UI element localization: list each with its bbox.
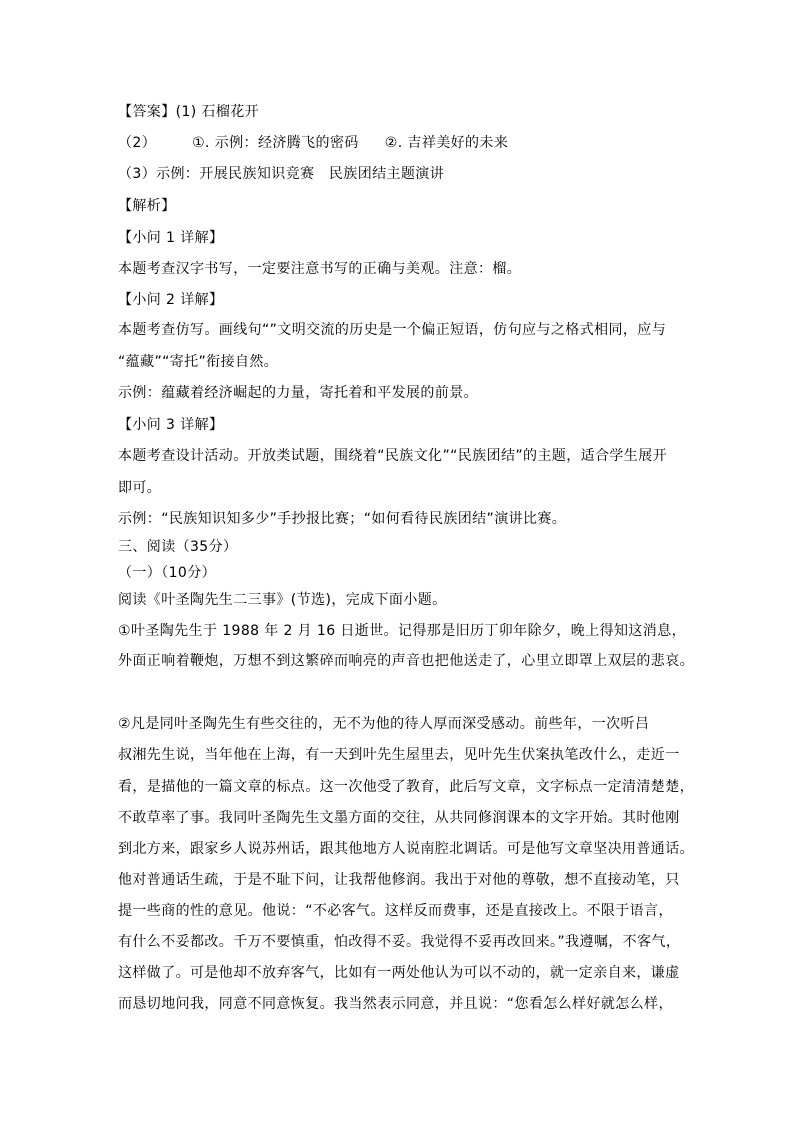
answer-line-3: （3）示例：开展民族知识竞赛 民族团结主题演讲 (118, 166, 445, 182)
q2-text-1: 本题考查仿写。画线句“”文明交流的历史是一个偏正短语，仿句应与之格式相同，应与 (118, 322, 667, 338)
q1-heading: 【小问 1 详解】 (118, 230, 224, 246)
analysis-heading: 【解析】 (118, 198, 176, 214)
q3-text-1: 本题考查设计活动。开放类试题，围绕着“民族文化”“民族团结”的主题，适合学生展开 (118, 448, 668, 464)
answer-2-item-1: ①. 示例：经济腾飞的密码 (192, 135, 359, 151)
paragraph-2-line: 提一些商的性的意见。他说：“不必客气。这样反而费事，还是直接改上。不限于语言， (118, 903, 673, 919)
answer-2-item-2: ②. 吉祥美好的未来 (384, 135, 509, 151)
q3-example: 示例：“民族知识知多少”手抄报比赛；“如何看待民族团结”演讲比赛。 (118, 511, 567, 527)
paragraph-2-line: 而恳切地问我，同意不同意恢复。我当然表示同意，并且说：“您看怎么样好就怎么样， (118, 996, 673, 1012)
paragraph-2-line: 看，是描他的一篇文章的标点。这一次他受了教育，此后写文章，文字标点一定清清楚楚， (118, 779, 694, 795)
paragraph-2-line: 到北方来，跟家乡人说苏州话，跟其他地方人说南腔北调话。可是他写文章坚决用普通话。 (118, 841, 694, 857)
paragraph-2-line: 他对普通话生疏，于是不耻下问，让我帮他修润。我出于对他的尊敬，想不直接动笔，只 (118, 872, 680, 888)
q2-heading: 【小问 2 详解】 (118, 292, 224, 308)
paragraph-1-line: ①叶圣陶先生于 1988 年 2 月 16 日逝世。记得那是旧历丁卯年除夕，晚上得知这消息， (118, 623, 687, 639)
q3-text-2: 即可。 (118, 480, 162, 496)
q2-example: 示例：蕴藏着经济崛起的力量，寄托着和平发展的前景。 (118, 385, 478, 401)
paragraph-2-line: ②凡是同叶圣陶先生有些交往的，无不为他的待人厚而深受感动。前些年，一次听吕 (118, 716, 650, 732)
q3-heading: 【小问 3 详解】 (118, 417, 224, 433)
answer-line-1: 【答案】(1) 石榴花开 (118, 104, 260, 120)
answer-line-2 (118, 135, 508, 151)
q2-text-2: “蕴藏”“寄托”衔接自然。 (118, 354, 279, 370)
paragraph-2-line: 这样做了。可是他却不放弃客气，比如有一两处他认为可以不动的，就一定亲自来，谦虚 (118, 965, 680, 981)
answer-2-label: （2） (118, 135, 157, 151)
paragraph-2-line: 不敢草率了事。我同叶圣陶先生文墨方面的交往，从共同修润课本的文字开始。其时他刚 (118, 810, 680, 826)
q1-text: 本题考查汉字书写，一定要注意书写的正确与美观。注意：榴。 (118, 261, 522, 277)
section-title: 三、阅读（35分） (118, 539, 238, 555)
paragraph-2-line: 叔湘先生说，当年他在上海，有一天到叶先生屋里去，见叶先生伏案执笔改什么，走近一 (118, 747, 680, 763)
paragraph-2-line: 有什么不妥都改。千万不要慎重，怕改得不妥。我觉得不妥再改回来。”我遵嘱，不客气， (118, 934, 681, 950)
part-title: （一）（10分） (118, 565, 217, 581)
paragraph-1-line: 外面正响着鞭炮，万想不到这繁碎而响亮的声音也把他送走了，心里立即罩上双层的悲哀。 (118, 653, 694, 669)
reading-instruction: 阅读《叶圣陶先生二三事》(节选)，完成下面小题。 (118, 592, 447, 608)
